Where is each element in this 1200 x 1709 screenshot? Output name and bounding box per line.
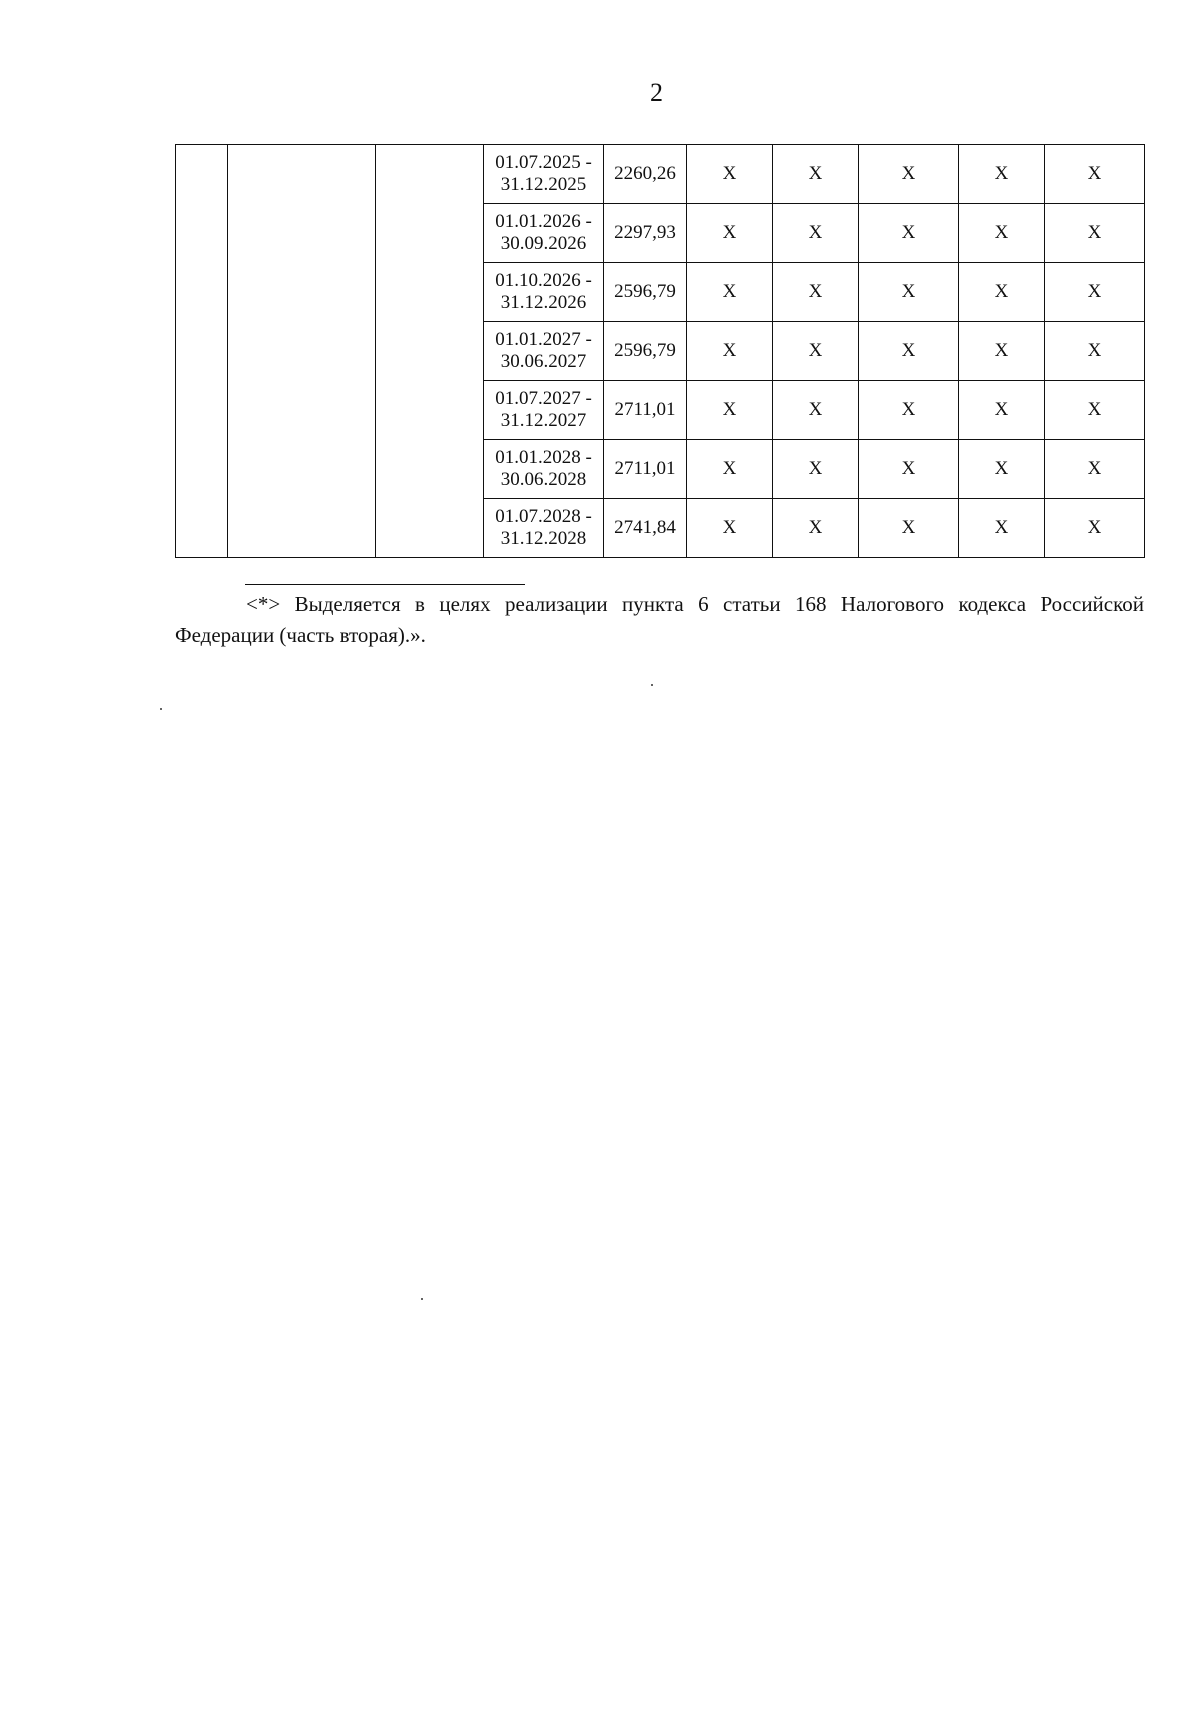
value-cell: 2260,26 bbox=[604, 145, 687, 204]
mark-cell: X bbox=[959, 440, 1045, 499]
mark-cell: X bbox=[773, 204, 859, 263]
mark-cell: X bbox=[1045, 322, 1145, 381]
mark-cell: X bbox=[687, 322, 773, 381]
mark-cell: X bbox=[687, 381, 773, 440]
mark-cell: X bbox=[959, 145, 1045, 204]
mark-cell: X bbox=[687, 204, 773, 263]
value-cell: 2297,93 bbox=[604, 204, 687, 263]
table-row bbox=[176, 145, 1145, 204]
mark-cell: X bbox=[959, 204, 1045, 263]
mark-cell: X bbox=[859, 440, 959, 499]
mark-cell: X bbox=[1045, 499, 1145, 558]
merged-cell-2 bbox=[228, 145, 376, 558]
period-cell: 01.01.2027 - 30.06.2027 bbox=[484, 322, 604, 381]
mark-cell: X bbox=[773, 440, 859, 499]
value-cell: 2596,79 bbox=[604, 322, 687, 381]
mark-cell: X bbox=[773, 145, 859, 204]
mark-cell: X bbox=[859, 204, 959, 263]
scan-speck bbox=[160, 708, 162, 710]
mark-cell: X bbox=[1045, 263, 1145, 322]
mark-cell: X bbox=[773, 499, 859, 558]
merged-cell-3 bbox=[376, 145, 484, 558]
period-cell: 01.07.2028 - 31.12.2028 bbox=[484, 499, 604, 558]
mark-cell: X bbox=[1045, 440, 1145, 499]
page-number: 2 bbox=[650, 78, 663, 107]
mark-cell: X bbox=[859, 263, 959, 322]
footnote-divider bbox=[245, 584, 525, 585]
mark-cell: X bbox=[959, 263, 1045, 322]
mark-cell: X bbox=[687, 440, 773, 499]
mark-cell: X bbox=[773, 263, 859, 322]
period-cell: 01.07.2027 - 31.12.2027 bbox=[484, 381, 604, 440]
mark-cell: X bbox=[859, 381, 959, 440]
value-cell: 2711,01 bbox=[604, 381, 687, 440]
mark-cell: X bbox=[959, 381, 1045, 440]
mark-cell: X bbox=[1045, 381, 1145, 440]
tariff-table bbox=[175, 144, 1145, 558]
mark-cell: X bbox=[773, 381, 859, 440]
period-cell: 01.10.2026 - 31.12.2026 bbox=[484, 263, 604, 322]
mark-cell: X bbox=[859, 322, 959, 381]
merged-cell-1 bbox=[176, 145, 228, 558]
period-cell: 01.01.2026 - 30.09.2026 bbox=[484, 204, 604, 263]
value-cell: 2741,84 bbox=[604, 499, 687, 558]
mark-cell: X bbox=[959, 322, 1045, 381]
period-cell: 01.07.2025 - 31.12.2025 bbox=[484, 145, 604, 204]
mark-cell: X bbox=[687, 263, 773, 322]
mark-cell: X bbox=[1045, 204, 1145, 263]
value-cell: 2711,01 bbox=[604, 440, 687, 499]
value-cell: 2596,79 bbox=[604, 263, 687, 322]
mark-cell: X bbox=[1045, 145, 1145, 204]
mark-cell: X bbox=[859, 499, 959, 558]
scan-speck bbox=[421, 1298, 423, 1300]
mark-cell: X bbox=[687, 145, 773, 204]
scan-speck bbox=[651, 684, 653, 686]
mark-cell: X bbox=[773, 322, 859, 381]
mark-cell: X bbox=[959, 499, 1045, 558]
footnote-text: <*> Выделяется в целях реализации пункта 6 статьи 168 Налогового кодекса Российской Федерации (часть вторая).». bbox=[175, 592, 1144, 647]
period-cell: 01.01.2028 - 30.06.2028 bbox=[484, 440, 604, 499]
mark-cell: X bbox=[687, 499, 773, 558]
mark-cell: X bbox=[859, 145, 959, 204]
